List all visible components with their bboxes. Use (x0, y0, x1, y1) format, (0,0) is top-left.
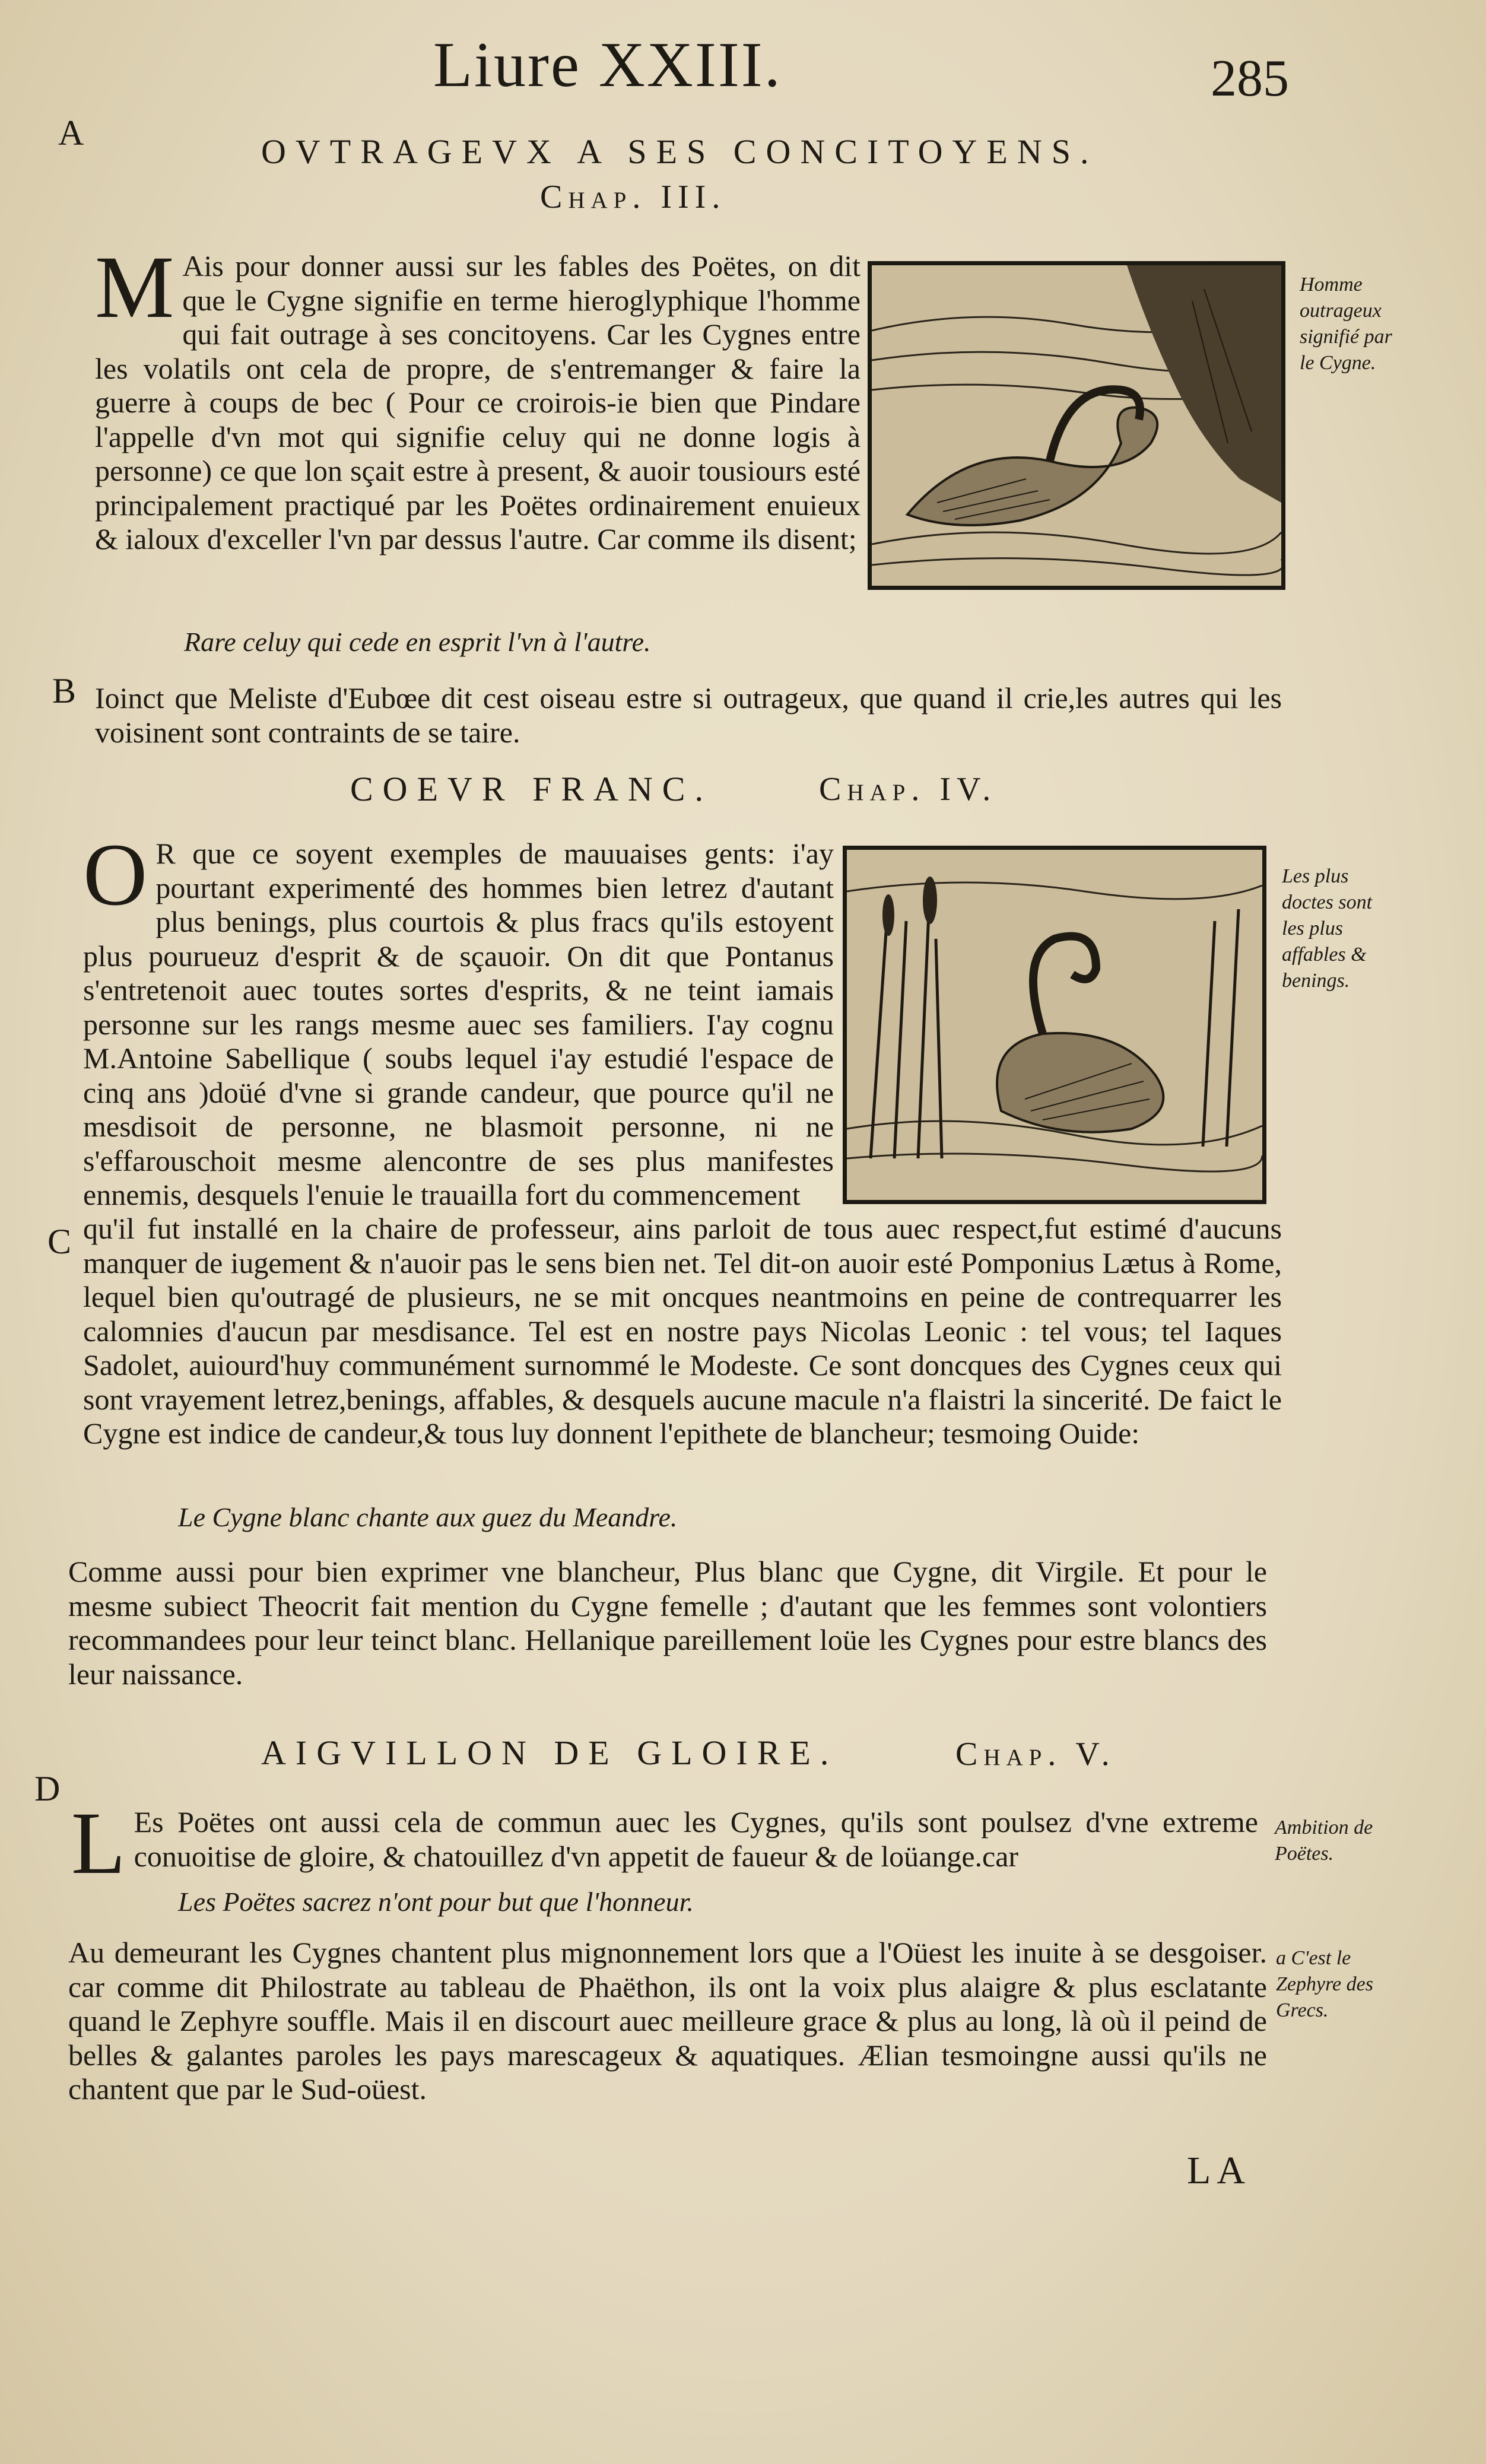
chapter-5-quote: Les Poëtes sacrez n'ont pour but que l'honneur. (178, 1887, 694, 1917)
drop-cap-l: L (71, 1794, 126, 1893)
chapter-3-title: OVTRAGEVX A SES CONCITOYENS. (261, 132, 1098, 171)
swan-woodcut-1 (868, 261, 1285, 590)
swan-fighting-illustration (872, 265, 1281, 586)
chapter-4-text: O R que ce soyent exemples de mauuaises gents: i'ay pourtant experimenté des hommes bien letrez d'autant plus benings, plus courtois & plus fracs qu'ils estoyent plus pourueuz d'esprit & de sçauoir. On dit que Pontanus s'entretenoit auec toutes sortes d'esprits, & ne teint iamais personne sur les rangs mesme auec ses familiers. I'ay cognu M.Antoine Sabellique ( soubs lequel i'ay estudié l'espace de cinq ans )doüé d'vne si grande candeur, que pource qu'il ne mesdisoit de personne, ne blasmoit personne, ni ne s'effarouschoit mesme alencontre de ses plus manifestes ennemis, desquels l'enuie le trauailla fort du commencement (83, 825, 834, 1211)
margin-note-1: Homme outrageux signifié par le Cygne. (1300, 274, 1392, 374)
chapter-3-text: M Ais pour donner aussi sur les fables des Poëtes, on dit que le Cygne signifie en terme hieroglyphique l'homme qui fait outrage à ses concitoyens. Car les Cygnes entre les volatils ont cela de propre, de s'entremanger & faire la guerre à coups de bec ( Pour ce croirois-ie bien que Pindare l'appelle d'vn mot qui signifie celuy qui ne donne logis à personne) ce que lon sçait estre à present, & auoir tousiours esté principalement practiqué par les Poëtes ordinairement enuieux & ialoux d'exceller l'vn par dessus l'autre. Car comme ils disent; (95, 238, 861, 555)
margin-note-2: Les plus doctes sont les plus affables & benings. (1282, 865, 1373, 992)
swan-woodcut-2 (843, 846, 1266, 1204)
chapter-3-number: Chap. III. (540, 179, 726, 215)
chapter-5-text: L Es Poëtes ont aussi cela de commun auec les Cygnes, qu'ils sont poulsez d'vne extreme conuoitise de gloire, & chatouillez d'vn appetit de faueur & de loüange.car (71, 1794, 1258, 1893)
chapter-4-quote: Le Cygne blanc chante aux guez du Meandre. (178, 1502, 678, 1532)
margin-letter-b: B (52, 671, 77, 710)
chapter-5-text-2: Au demeurant les Cygnes chantent plus mignonnement lors que a l'Oüest les inuite à se desgoiser. car comme dit Philostrate au tableau de Phaëthon, ils ont la voix plus alaigre & plus esclatante quand le Zephyre souffle. Mais il en discourt auec meilleure grace & plus au long, là où il peind de belles & galantes paroles les pays marescageux & aquatiques. Ælian tesmoingne aussi qu'ils ne chantent que par le Sud-oüest. (68, 1936, 1267, 2106)
catchword: LA (1187, 2149, 1251, 2192)
chapter-4-text-3: Comme aussi pour bien exprimer vne blancheur, Plus blanc que Cygne, dit Virgile. Et pour le mesme subiect Theocrit fait mention du Cygne femelle ; d'autant que les femmes sont volontiers recommandees pour leur teinct blanc. Hellanique pareillement loüe les Cygnes pour estre blancs des leur naissance. (68, 1555, 1267, 1691)
margin-letter-a: A (58, 113, 84, 153)
drop-cap-o: O (83, 825, 148, 924)
chapter-5-number: Chap. V. (955, 1736, 1116, 1773)
margin-letter-c: C (47, 1222, 72, 1261)
chapter-5-title: AIGVILLON DE GLOIRE. (261, 1733, 839, 1772)
chapter-4-text-cont: qu'il fut installé en la chaire de professeur, ains parloit de tous auec respect,fut estimé d'aucuns manquer de iugement & n'auoir pas le sens bien net. Tel dit-on auoir esté Pomponius Lætus à Rome, lequel bien qu'outragé de plusieurs, ne se mit oncques neantmoins en peine de contrequarrer les calomnies d'aucun par mesdisance. Tel est en nostre pays Nicolas Leonic : tel vous; tel Iaques Sadolet, auiourd'huy communément surnommé le Modeste. Ce sont doncques des Cygnes ceux qui sont vrayement letrez,benings, affables, & desquels aucune macule n'a flaistri la sincerité. De faict le Cygne est indice de candeur,& tous luy donnent l'epithete de blancheur; tesmoing Ouide: (83, 1212, 1282, 1450)
chapter-3-quote: Rare celuy qui cede en esprit l'vn à l'autre. (184, 627, 651, 657)
drop-cap-m: M (95, 238, 174, 336)
margin-letter-d: D (34, 1769, 61, 1808)
page-number: 285 (1211, 50, 1289, 107)
running-head: Liure XXIII. (433, 30, 782, 100)
swan-reeds-illustration (847, 850, 1262, 1200)
margin-note-3: Ambition de Poëtes. (1275, 1817, 1373, 1865)
chapter-4-title: COEVR FRANC. (350, 770, 713, 808)
chapter-3-text-2: Ioinct que Meliste d'Eubœe dit cest oiseau estre si outrageux, que quand il crie,les autres qui les voisinent sont contraints de se taire. (95, 681, 1282, 749)
margin-note-4: a C'est le Zephyre des Grecs. (1276, 1947, 1373, 2021)
chapter-4-number: Chap. IV. (819, 771, 997, 808)
